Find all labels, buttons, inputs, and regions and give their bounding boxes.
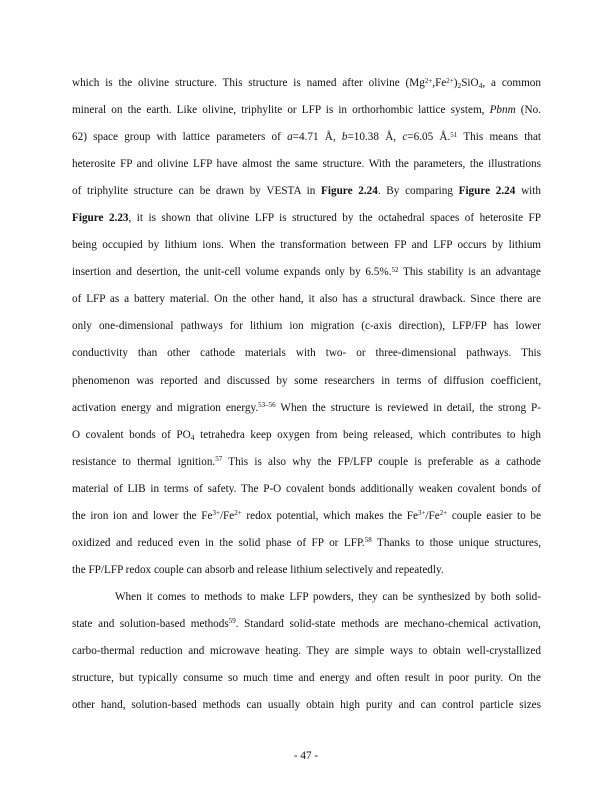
text-line: conductivity than other cathode materials with two- or three-dimensional pathways. This bbox=[72, 347, 541, 360]
text-line: resistance to thermal ignition.$^{57}$ This is also why the FP/LFP couple is preferable as a cathode bbox=[72, 455, 541, 468]
text-line: Figure 2.23, it is shown that olivine LFP is structured by the octahedral spaces of heterosite FP bbox=[72, 212, 541, 225]
text-line: phenomenon was reported and discussed by some researchers in terms of diffusion coefficient, bbox=[72, 374, 541, 387]
text-line: carbo-thermal reduction and microwave heating. They are simple ways to obtain well-crystallized bbox=[72, 644, 541, 657]
page-number: - 47 - bbox=[293, 750, 319, 762]
text-line: When it comes to methods to make LFP powders, they can be synthesized by both solid- bbox=[115, 590, 541, 603]
text-line: other hand, solution-based methods can usually obtain high purity and can control particle sizes bbox=[72, 699, 541, 712]
text-line: of triphylite structure can be drawn by VESTA in Figure 2.24. By comparing Figure 2.24 with bbox=[72, 185, 541, 198]
text-line: being occupied by lithium ions. When the transformation between FP and LFP occurs by lithium bbox=[72, 239, 541, 252]
text-line: mineral on the earth. Like olivine, triphylite or LFP is in orthorhombic lattice system, Pbnm (No. bbox=[72, 104, 541, 117]
text-line: heterosite FP and olivine LFP have almost the same structure. With the parameters, the illustrations bbox=[72, 158, 541, 171]
text-line: which is the olivine structure. This structure is named after olivine $(Mg^{2+},Fe^{2+})_2SiO_4$, a common bbox=[72, 76, 541, 90]
text-line: the FP/LFP redox couple can absorb and release lithium selectively and repeatedly. bbox=[72, 563, 444, 576]
text-line: only one-dimensional pathways for lithium ion migration (c-axis direction), LFP/FP has lower bbox=[72, 320, 541, 333]
text-line: insertion and desertion, the unit-cell volume expands only by 6.5%.$^{52}$ This stability is an advantage bbox=[72, 265, 541, 279]
text-line: 62) space group with lattice parameters of a=4.71 Å, b=10.38 Å, c=6.05 Å.$^{51}$ This means that bbox=[72, 130, 542, 144]
text-line: oxidized and reduced even in the solid phase of FP or LFP.$^{58}$ Thanks to those unique structures, bbox=[72, 536, 541, 549]
text-line: structure, but typically consume so much time and energy and often result in poor purity. On the bbox=[72, 672, 541, 685]
text-line: the iron ion and lower the $Fe^{3+}/Fe^{2+}$ redox potential, which makes the $Fe^{3+}/Fe^{2+}$ couple easier to be bbox=[72, 509, 541, 522]
text-line: activation energy and migration energy.$^{53-56}$ When the structure is reviewed in detail, the strong P- bbox=[72, 401, 541, 414]
text-line: material of LIB in terms of safety. The P-O covalent bonds additionally weaken covalent bonds of bbox=[72, 482, 541, 495]
text-line: of LFP as a battery material. On the other hand, it also has a structural drawback. Since there are bbox=[72, 293, 541, 306]
text-line: state and solution-based methods$^{59}$. Standard solid-state methods are mechano-chemical activation, bbox=[72, 617, 541, 630]
body-text bbox=[72, 70, 541, 719]
text-line: O covalent bonds of $PO_4$ tetrahedra keep oxygen from being released, which contributes to high bbox=[72, 428, 541, 442]
